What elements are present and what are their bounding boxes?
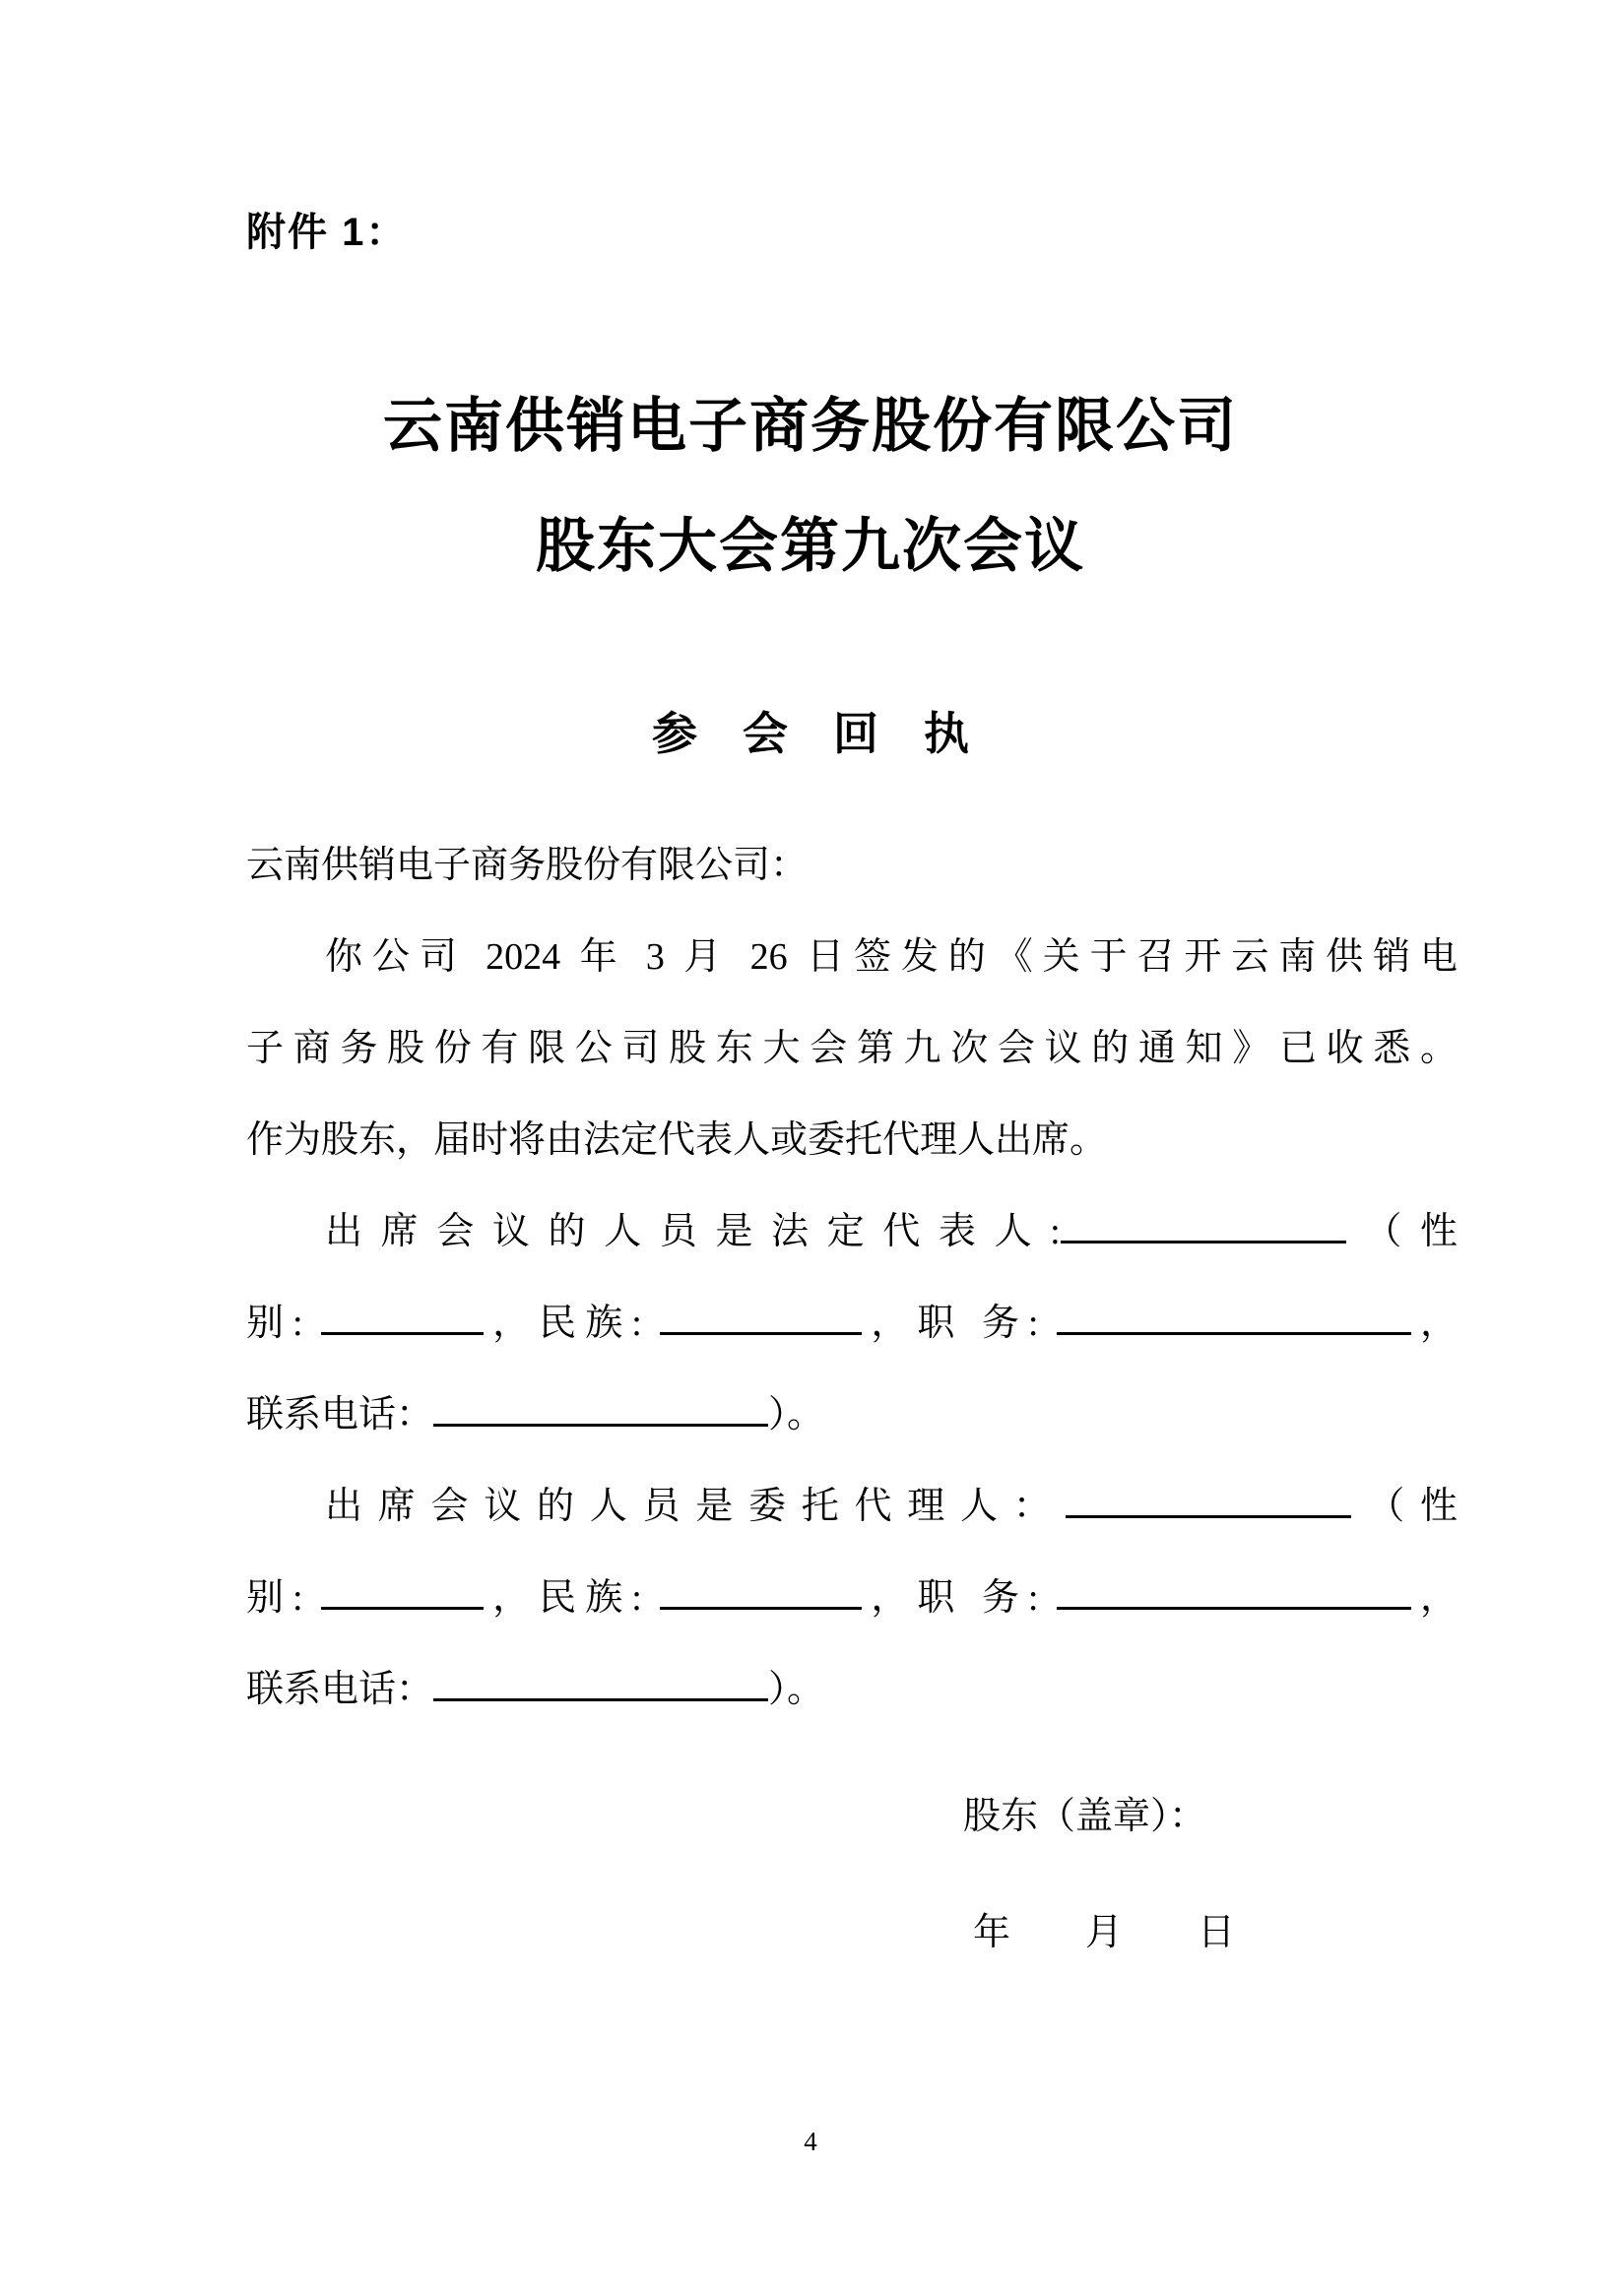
- paragraph-line-3: 作为股东，届时将由法定代表人或委托代理人出席。: [246, 1119, 1108, 1161]
- legal-rep-line-1: [246, 1186, 1458, 1278]
- legal-rep-line1-text: 出席会议的人员是法定代表人:: [325, 1211, 1061, 1252]
- proxy-line-2: [246, 1553, 1458, 1644]
- legal-rep-line-2: [246, 1278, 1458, 1370]
- shareholder-seal-line: 股东（盖章）：: [962, 1796, 1206, 1837]
- ethnicity-label: ，民族:: [484, 1303, 642, 1344]
- blank-proxy-gender: [321, 1569, 484, 1610]
- gender-label: 别:: [246, 1303, 303, 1344]
- date-line: 年 月 日: [972, 1912, 1235, 1953]
- blank-proxy-phone: [433, 1661, 768, 1701]
- reply-slip-heading: 参 会 回 执: [652, 709, 969, 759]
- attachment-label: 附件 1：: [246, 211, 408, 254]
- blank-proxy-name: [1066, 1478, 1351, 1518]
- document-title-line2: 股东大会第九次会议: [536, 514, 1085, 579]
- blank-legal-rep-phone: [433, 1386, 768, 1427]
- document-title-line1: 云南供销电子商务股份有限公司: [383, 394, 1238, 459]
- gender-label: 别:: [246, 1577, 303, 1619]
- phone-label: 联系电话：: [246, 1394, 434, 1435]
- blank-legal-rep-ethnicity: [660, 1295, 862, 1335]
- phone-label: 联系电话：: [246, 1669, 434, 1710]
- document-title: [0, 392, 1621, 581]
- position-label: ，职 务:: [862, 1303, 1039, 1344]
- ethnicity-label: ，民族:: [484, 1577, 642, 1619]
- comma-separator: ，: [1411, 1303, 1459, 1344]
- blank-legal-rep-position: [1057, 1295, 1411, 1335]
- paragraph-line-1: 你公司 2024 年 3 月 26 日签发的《关于召开云南供销电: [325, 936, 1458, 978]
- document-body: [246, 820, 1458, 1736]
- paragraph-line-2: 子商务股份有限公司股东大会第九次会议的通知》已收悉。: [246, 1028, 1458, 1069]
- proxy-line-1: [246, 1461, 1458, 1553]
- legal-rep-line-3: [246, 1370, 1458, 1461]
- salutation-line: 云南供销电子商务股份有限公司：: [246, 845, 809, 886]
- proxy-line1-suffix: （性: [1351, 1486, 1458, 1527]
- blank-proxy-ethnicity: [660, 1569, 862, 1610]
- blank-legal-rep-gender: [321, 1295, 484, 1335]
- proxy-line1-text: 出席会议的人员是委托代理人：: [325, 1486, 1067, 1527]
- blank-proxy-position: [1057, 1569, 1411, 1610]
- closing-bracket: ）。: [768, 1394, 825, 1435]
- page-number: 4: [804, 2127, 817, 2156]
- legal-rep-line1-suffix: （性: [1345, 1211, 1458, 1252]
- proxy-line-3: [246, 1644, 1458, 1736]
- comma-separator: ，: [1411, 1577, 1459, 1619]
- position-label: ，职 务:: [862, 1577, 1039, 1619]
- closing-bracket: ）。: [768, 1669, 825, 1710]
- blank-legal-rep-name: [1061, 1203, 1346, 1244]
